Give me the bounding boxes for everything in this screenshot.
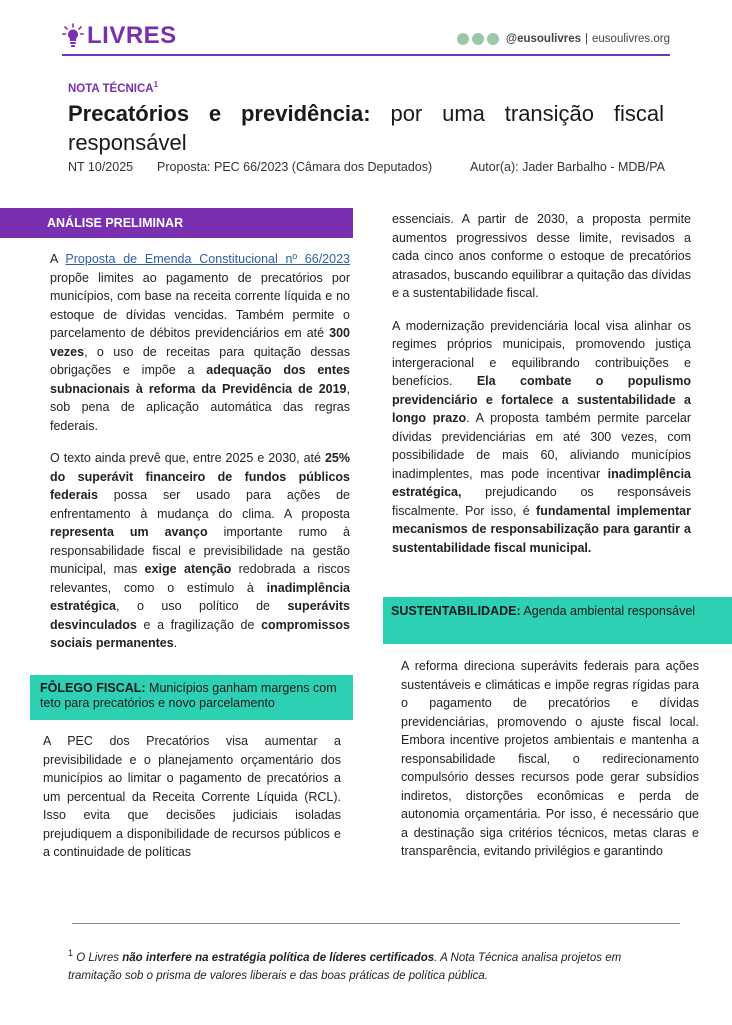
right-paragraph-1: essenciais. A partir de 2030, a proposta permite aumentos progressivos desse limite, revisados a cada cinco anos conforme o estoque de precatórios atrasados, buscando equilibrar a quitação das dívidas e a sustentabilidade fiscal. [392, 212, 691, 300]
right-body [392, 210, 691, 571]
x-icon[interactable] [487, 33, 499, 45]
header-divider [62, 54, 670, 56]
folego-paragraph-1: A PEC dos Precatórios visa aumentar a previsibilidade e o planejamento orçamentário dos municípios ao limitar o pagamento de precatórios a um percentual da Receita Corrente Líquida (RCL). Isso evita que decisões judiciais isoladas prejudiquem a disponibilidade de recursos públicos e a continuidade de políticas [43, 734, 341, 859]
section-sustentabilidade-heading: SUSTENTABILIDADE: Agenda ambiental responsável [383, 597, 732, 644]
facebook-icon[interactable] [472, 33, 484, 45]
pec-link[interactable]: Proposta de Emenda Constitucional nº 66/2023 [65, 252, 350, 266]
footnote: $^1$ O Livres não interfere na estratégia política de líderes certificados. A Nota Técnica analisa projetos em tramitação sob o prisma de valores liberais e das boas práticas de política pública. [68, 948, 622, 982]
nt-number: NT 10/2025 [68, 160, 134, 174]
doc-kicker: NOTA TÉCNICA$^1$ [68, 80, 159, 95]
right-paragraph-2: A modernização previdenciária local visa alinhar os regimes próprios municipais, promovendo justiça intergeracional e equilibrando contribuições e benefícios. Ela combate o populismo previdenciário e fortalece a sustentabilidade a longo prazo. A proposta também permite parcelar dívidas previdenciárias em até 300 vezes, com possibilidade de mais 60, aliviando municípios inadimplentes, mas pode incentivar inadimplência estratégica, prejudicando os responsáveis fiscalmente. Por isso, é fundamental implementar mecanismos de responsabilização para garantir a sustentabilidade fiscal municipal. [392, 318, 692, 555]
livres-logo [62, 22, 177, 50]
logo-text: LIVRES [87, 22, 177, 49]
folego-body [43, 732, 341, 876]
sustentabilidade-body [401, 657, 699, 875]
social-links [457, 33, 670, 45]
separator: | [585, 33, 589, 45]
section-folego-heading: FÔLEGO FISCAL: Municípios ganham margens com teto para precatórios e novo parcelamento [30, 675, 353, 720]
social-handle[interactable]: @eusoulivres [505, 33, 582, 45]
section-analise-heading: ANÁLISE PRELIMINAR [0, 208, 353, 238]
analise-paragraph-2: O texto ainda prevê que, entre 2025 e 2030, até 25% do superávit financeiro de fundos públicos federais possa ser usado para ações de enfrentamento à mudança do clima. A proposta representa um avanço importante rumo à responsabilidade fiscal e previsibilidade na gestão municipal, mas exige atenção redobrada a riscos relevantes, como o estímulo à inadimplência estratégica, o uso político de superávits desvinculados e a fragilização de compromissos sociais permanentes. [50, 451, 350, 650]
doc-title: Precatórios e previdência: por uma transição fiscal responsável [68, 101, 665, 155]
footnote-divider [72, 923, 680, 924]
author: Autor(a): Jader Barbalho - MDB/PA [470, 160, 665, 174]
website-link[interactable]: eusoulivres.org [592, 33, 670, 45]
sustentabilidade-paragraph-1: A reforma direciona superávits federais para ações sustentáveis e climáticas e impõe regras rígidas para o pagamento de precatórios e dívidas previdenciárias, promovendo o ajuste fiscal local. Embora incentive projetos ambientais e mantenha a responsabilidade fiscal, o redirecionamento compulsório desses recursos pode gerar subsídios indiretos, distorções econômicas e perda de autonomia orçamentária. Por isso, é necessário que a destinação siga critérios técnicos, metas claras e transparência, evitando privilégios e garantindo [401, 659, 699, 858]
instagram-icon[interactable] [457, 33, 469, 45]
lightbulb-icon [62, 23, 84, 49]
proposal-ref: Proposta: PEC 66/2023 (Câmara dos Deputados) [157, 160, 433, 174]
analise-paragraph-1: A Proposta de Emenda Constitucional nº 66/2023 propõe limites ao pagamento de precatórios por municípios, com base na receita corrente líquida e no estoque de dívidas vencidas. Também permite o parcelamento de débitos previdenciários em até 300 vezes, o uso de receitas para quitação dessas obrigações e impõe a adequação dos entes subnacionais à reforma da Previdência de 2019, sob pena de aplicação automática das regras federais. [50, 252, 350, 433]
analise-body [50, 250, 350, 667]
